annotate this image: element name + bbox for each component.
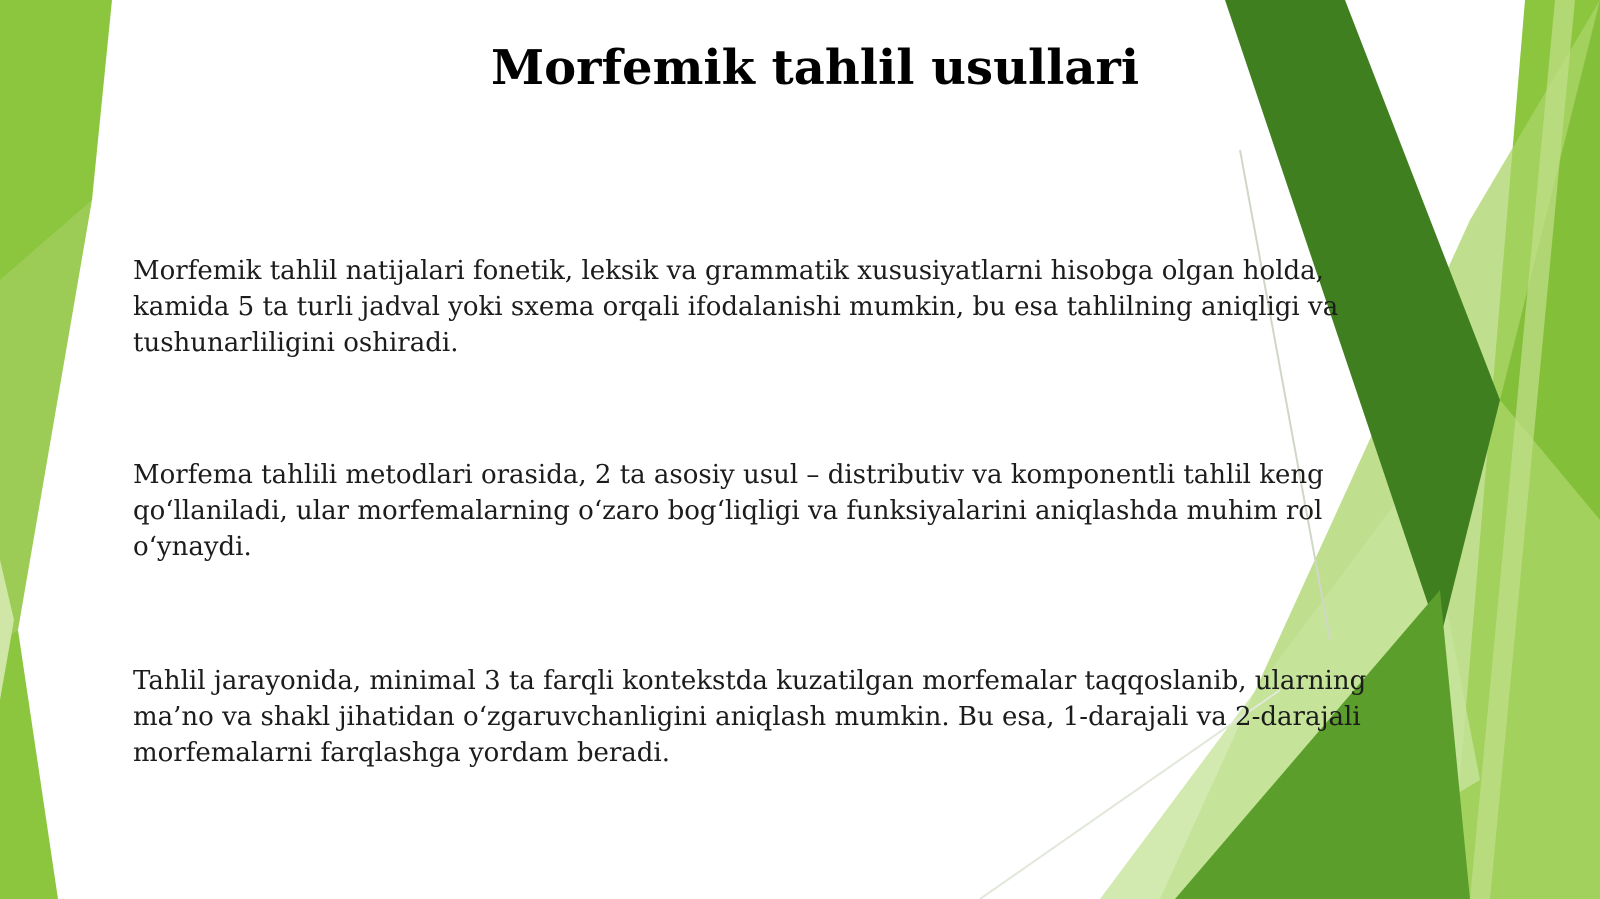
paragraph-results xyxy=(133,253,1533,361)
paragraph-line: Tahlil jarayonida, minimal 3 ta farqli kontekstda kuzatilgan morfemalar taqqoslanib, ularning xyxy=(133,666,1367,696)
slide-title: Morfemik tahlil usullari xyxy=(490,40,1140,96)
paragraph-line: tushunarliligini oshiradi. xyxy=(133,328,459,358)
paragraph-line: kamida 5 ta turli jadval yoki sxema orqali ifodalanishi mumkin, bu esa tahlilning aniqligi va xyxy=(133,292,1339,322)
paragraph-line: morfemalarni farqlashga yordam beradi. xyxy=(133,738,670,768)
paragraph-line: Morfemik tahlil natijalari fonetik, leksik va grammatik xususiyatlarni hisobga olgan holda, xyxy=(133,256,1324,286)
paragraph-line: Morfema tahlili metodlari orasida, 2 ta asosiy usul – distributiv va komponentli tahlil keng xyxy=(133,460,1324,490)
paragraph-methods xyxy=(133,457,1533,565)
paragraph-line: o‘ynaydi. xyxy=(133,532,252,562)
paragraph-process xyxy=(133,663,1533,771)
left-bottom-shape xyxy=(0,630,58,899)
paragraph-line: ma’no va shakl jihatidan o‘zgaruvchanligini aniqlash mumkin. Bu esa, 1-darajali va 2-darajali xyxy=(133,702,1361,732)
paragraph-line: qo‘llaniladi, ular morfemalarning o‘zaro bog‘liqligi va funksiyalarini aniqlashda muhim rol xyxy=(133,496,1323,526)
